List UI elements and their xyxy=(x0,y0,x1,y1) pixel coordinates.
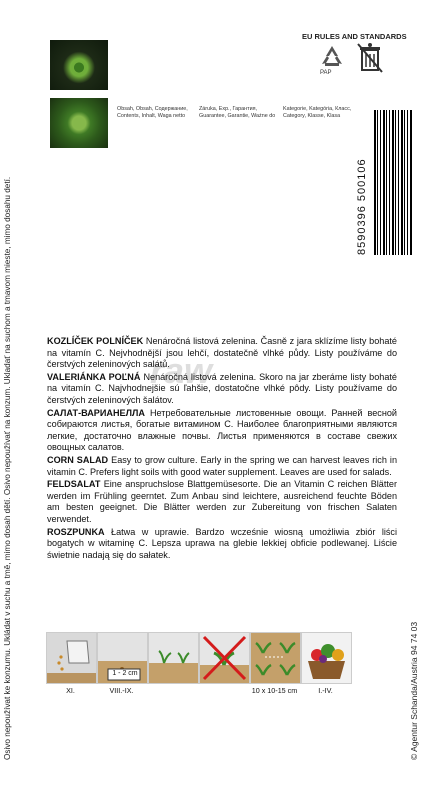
step-germination xyxy=(148,632,199,684)
watermark: raw xyxy=(150,350,213,391)
description-title: CORN SALAD xyxy=(47,454,109,465)
step-harvest xyxy=(301,632,352,684)
description-text: Nenáročná listová zelenina. Skoro na jar zberáme listy bohaté na vitamín C. Najvhodnejšie sú ľahšie, dostatočne vlhké pôdy. Listy používame do čerstvých zeleninových šalátov. xyxy=(47,371,397,405)
legend-col-1 xyxy=(117,106,188,120)
description-title: VALERIÁNKA POĽNÁ xyxy=(47,371,141,382)
description-text: Eine anspruchslose Blattgemüsesorte. Die an Vitamin C reichen Blätter werden im Frühling geerntet. Zum Anbau sind leichtere, ausreichend feuchte Böden am besten geeignet. Die Blätter werden zur Zubereitung von frischen Salaten verwendet. xyxy=(47,479,397,524)
step-label: XI. xyxy=(66,686,75,695)
barcode-number-text: 8590396 500106 xyxy=(356,158,368,255)
recycle-icon xyxy=(318,44,346,68)
description-text: Нетребовательные листовенные овощи. Ранней весной собираются листья, богатые витамином С. Наиболее благоприятными являются легкие, достаточно влажные почвы. Листья применяются в составе свежих овощных салатов. xyxy=(47,407,397,453)
step-sowing-depth xyxy=(97,632,148,684)
description-paragraph xyxy=(47,455,397,478)
description-text: Easy to grow culture. Early in the spring we can harvest leaves rich in vitamin C. Prefers light soils with good water supplement. Leaves are used for salads. xyxy=(47,454,397,477)
trash-bin-icon xyxy=(356,42,384,74)
step-label: I.-IV. xyxy=(318,686,333,695)
description-title: FELDSALAT xyxy=(47,479,101,490)
legend-col-3 xyxy=(283,106,351,120)
legend-text: Guarantee, Garantie, Ważne do xyxy=(199,112,276,119)
description-paragraph xyxy=(47,408,397,454)
legend-text: Kategorie, Kategória, Класс, xyxy=(283,106,352,112)
hand-seeds-icon xyxy=(47,633,96,683)
barcode-number xyxy=(356,110,372,255)
description-title: САЛАТ-ВАРИАНЕЛЛА xyxy=(47,407,145,418)
spacing-icon xyxy=(251,633,300,683)
seedling-photo xyxy=(50,40,108,90)
pap-label: PAP xyxy=(320,70,332,76)
legend-text: Category, Klasse, Klasa xyxy=(283,112,341,119)
eu-rules-title: EU RULES AND STANDARDS xyxy=(302,32,407,41)
description-title: KOZLÍČEK POLNÍČEK xyxy=(47,336,144,346)
no-transplant-icon xyxy=(200,633,249,683)
legend-text: Obsah, Obsah, Содержание, xyxy=(117,106,188,112)
description-text: Łatwa w uprawie. Bardzo wcześnie wiosną umożliwia zbiór liści bogatych w witaminę C. Lepsza uprawa na glebie lekkiej obficie podlewanej. Liście świetnie nadają się do sałatek. xyxy=(47,526,397,560)
seedlings-icon xyxy=(149,633,198,683)
step-no-transplant xyxy=(199,632,250,684)
description-text: Nenáročná listová zelenina. Časně z jara sklízíme listy bohaté na vitamín C. Nejvhodnější jsou lehčí, dostatečně vlhké půdy. Listy používáme do čerstvých zeleninových salátů. xyxy=(47,336,397,370)
plant-photo xyxy=(50,98,108,148)
description-paragraph xyxy=(47,372,397,407)
step-spacing xyxy=(250,632,301,684)
vegetable-basket-icon xyxy=(302,633,351,683)
legend-text: Contents, Inhalt, Wagа netto xyxy=(117,112,186,119)
copyright-text: © Agentur Schanda/Austria 94 74 03 xyxy=(409,621,419,760)
step-label: VIII.-IX. xyxy=(109,686,134,695)
sowing-steps xyxy=(46,632,398,695)
step-label: 10 x 10-15 cm xyxy=(251,686,298,695)
description-paragraph xyxy=(47,527,397,562)
depth-label: 1 - 2 cm xyxy=(112,670,138,677)
side-text-left-content: Osivo nepoužívat ke konzumu. Ukládat v suchu a tmě, mimo dosah dětí. Osivo nepoužívať na konzum. Ukladať na suchom a tmavom mieste, mimo dosahu detí. xyxy=(3,176,12,760)
description-block xyxy=(47,336,397,562)
legend-col-2 xyxy=(199,106,275,120)
side-text-left xyxy=(2,20,42,780)
barcode xyxy=(374,110,412,255)
description-paragraph xyxy=(47,479,397,525)
description-paragraph xyxy=(47,336,397,371)
description-title: ROSZPUNKA xyxy=(47,526,105,537)
legend-text: Záruka, Exp., Гарантия, xyxy=(199,106,258,112)
step-sowing-hand xyxy=(46,632,97,684)
side-text-right xyxy=(409,500,427,760)
